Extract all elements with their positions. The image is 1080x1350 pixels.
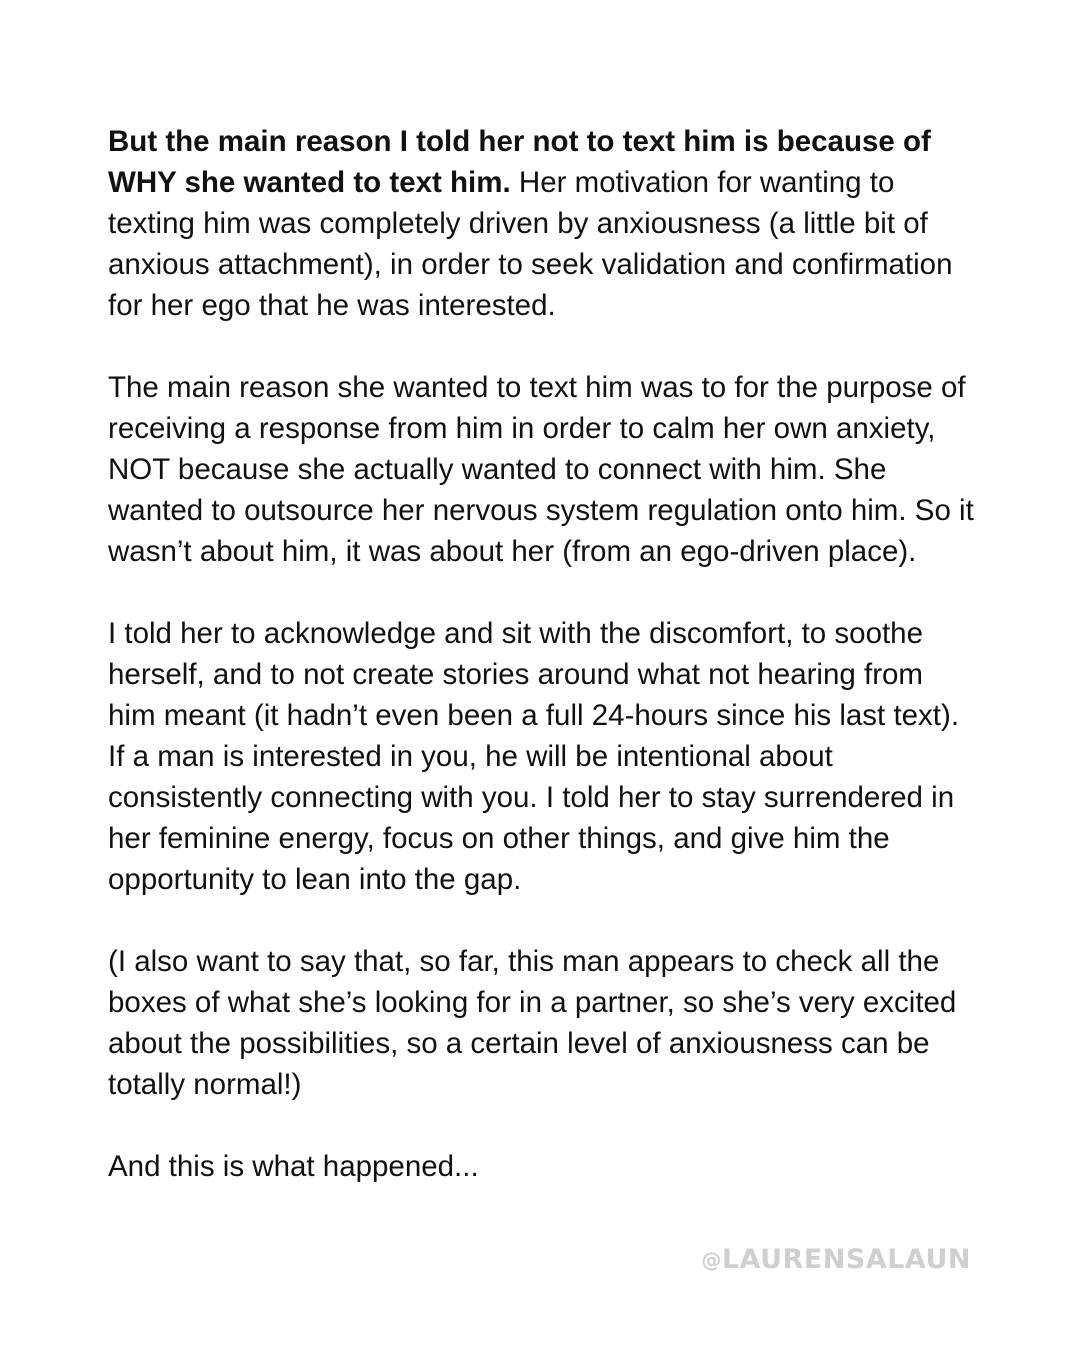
post-body [108,121,978,1187]
paragraph-3: I told her to acknowledge and sit with the discomfort, to soothe herself, and to not create stories around what not hearing from him meant (it hadn’t even been a full 24-hours since his last text). If a man is interested in you, he will be intentional about consistently connecting with you. I told her to stay surrendered in her feminine energy, focus on other things, and give him the opportunity to lean into the gap. [108,617,960,896]
paragraph-2: The main reason she wanted to text him was to for the purpose of receiving a response from him in order to calm her own anxiety, NOT because she actually wanted to connect with him. She wanted to outsource her nervous system regulation onto him. So it wasn’t about him, it was about her (from an ego-driven place). [108,371,974,568]
paragraph-1 [108,121,978,326]
author-handle [701,1243,971,1277]
handle-name: LAURENSALAUN [721,1244,971,1275]
paragraph-4: (I also want to say that, so far, this man appears to check all the boxes of what she’s looking for in a partner, so she’s very excited about the possibilities, so a certain level of anxiousness can be totally normal!) [108,945,957,1101]
paragraph-1-text: Her motivation for wanting to texting him was completely driven by anxiousness (a little bit of anxious attachment), in order to seek validation and confirmation for her ego that he was interested. [108,166,953,322]
paragraph-5: And this is what happened... [108,1150,479,1183]
paragraph-1-bold-lead: But the main reason I told her not to text him is because of WHY she wanted to text him. [108,125,931,199]
handle-at-sign: @ [701,1248,722,1272]
